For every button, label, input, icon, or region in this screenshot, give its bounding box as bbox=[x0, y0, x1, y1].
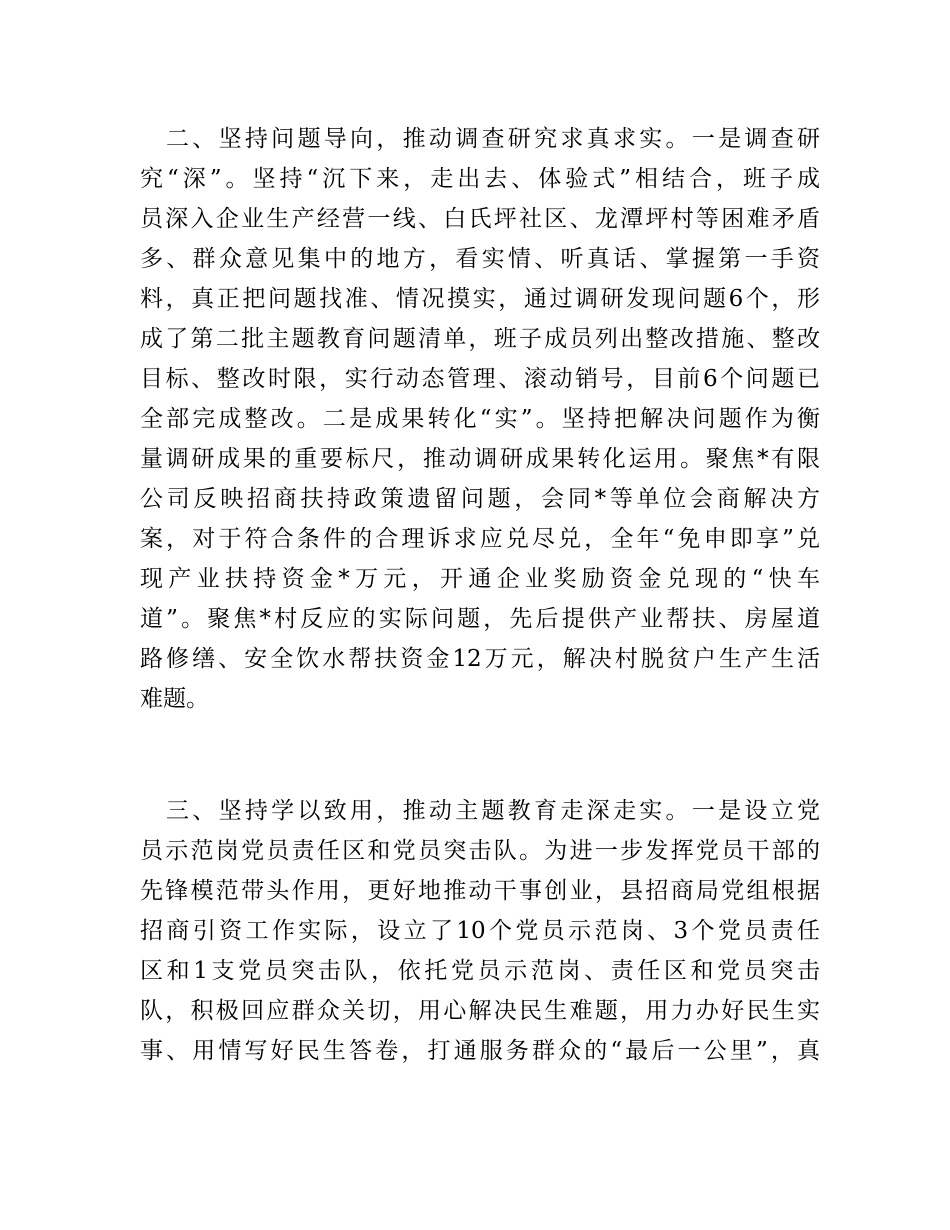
paragraph-line: 多、群众意见集中的地方，看实情、听真话、掌握第一手资 bbox=[140, 246, 820, 272]
paragraph-line: 先锋模范带头作用，更好地推动干事创业，县招商局党组根据 bbox=[140, 878, 820, 904]
paragraph-line: 案，对于符合条件的合理诉求应兑尽兑，全年“免申即享”兑 bbox=[140, 526, 820, 552]
paragraph-line: 难题。 bbox=[140, 686, 209, 712]
paragraph-line: 道”。聚焦*村反应的实际问题，先后提供产业帮扶、房屋道 bbox=[140, 606, 820, 632]
paragraph-line: 事、用情写好民生答卷，打通服务群众的“最后一公里”，真 bbox=[140, 1038, 820, 1064]
paragraph-line: 全部完成整改。二是成果转化“实”。坚持把解决问题作为衡 bbox=[140, 406, 820, 432]
paragraph-line: 量调研成果的重要标尺，推动调研成果转化运用。聚焦*有限 bbox=[140, 446, 820, 472]
paragraph-line: 招商引资工作实际，设立了10个党员示范岗、3个党员责任 bbox=[140, 918, 820, 944]
paragraph-line: 二、坚持问题导向，推动调查研究求真求实。一是调查研 bbox=[166, 126, 820, 152]
paragraph-line: 区和1支党员突击队，依托党员示范岗、责任区和党员突击 bbox=[140, 958, 820, 984]
paragraph-line: 公司反映招商扶持政策遗留问题，会同*等单位会商解决方 bbox=[140, 486, 820, 512]
paragraph-theme-education bbox=[140, 791, 820, 1071]
paragraph-line: 三、坚持学以致用，推动主题教育走深走实。一是设立党 bbox=[166, 798, 820, 824]
paragraph-investigation-research bbox=[140, 119, 820, 719]
paragraph-line: 目标、整改时限，实行动态管理、滚动销号，目前6个问题已 bbox=[140, 366, 820, 392]
paragraph-line: 究“深”。坚持“沉下来，走出去、体验式”相结合，班子成 bbox=[140, 166, 820, 192]
paragraph-line: 队，积极回应群众关切，用心解决民生难题，用力办好民生实 bbox=[140, 998, 820, 1024]
paragraph-line: 员示范岗党员责任区和党员突击队。为进一步发挥党员干部的 bbox=[140, 838, 820, 864]
paragraph-line: 员深入企业生产经营一线、白氏坪社区、龙潭坪村等困难矛盾 bbox=[140, 206, 820, 232]
paragraph-line: 现产业扶持资金*万元，开通企业奖励资金兑现的“快车 bbox=[140, 566, 820, 592]
paragraph-line: 路修缮、安全饮水帮扶资金12万元，解决村脱贫户生产生活 bbox=[140, 646, 820, 672]
paragraph-line: 成了第二批主题教育问题清单，班子成员列出整改措施、整改 bbox=[140, 326, 820, 352]
paragraph-line: 料，真正把问题找准、情况摸实，通过调研发现问题6个，形 bbox=[140, 286, 820, 312]
